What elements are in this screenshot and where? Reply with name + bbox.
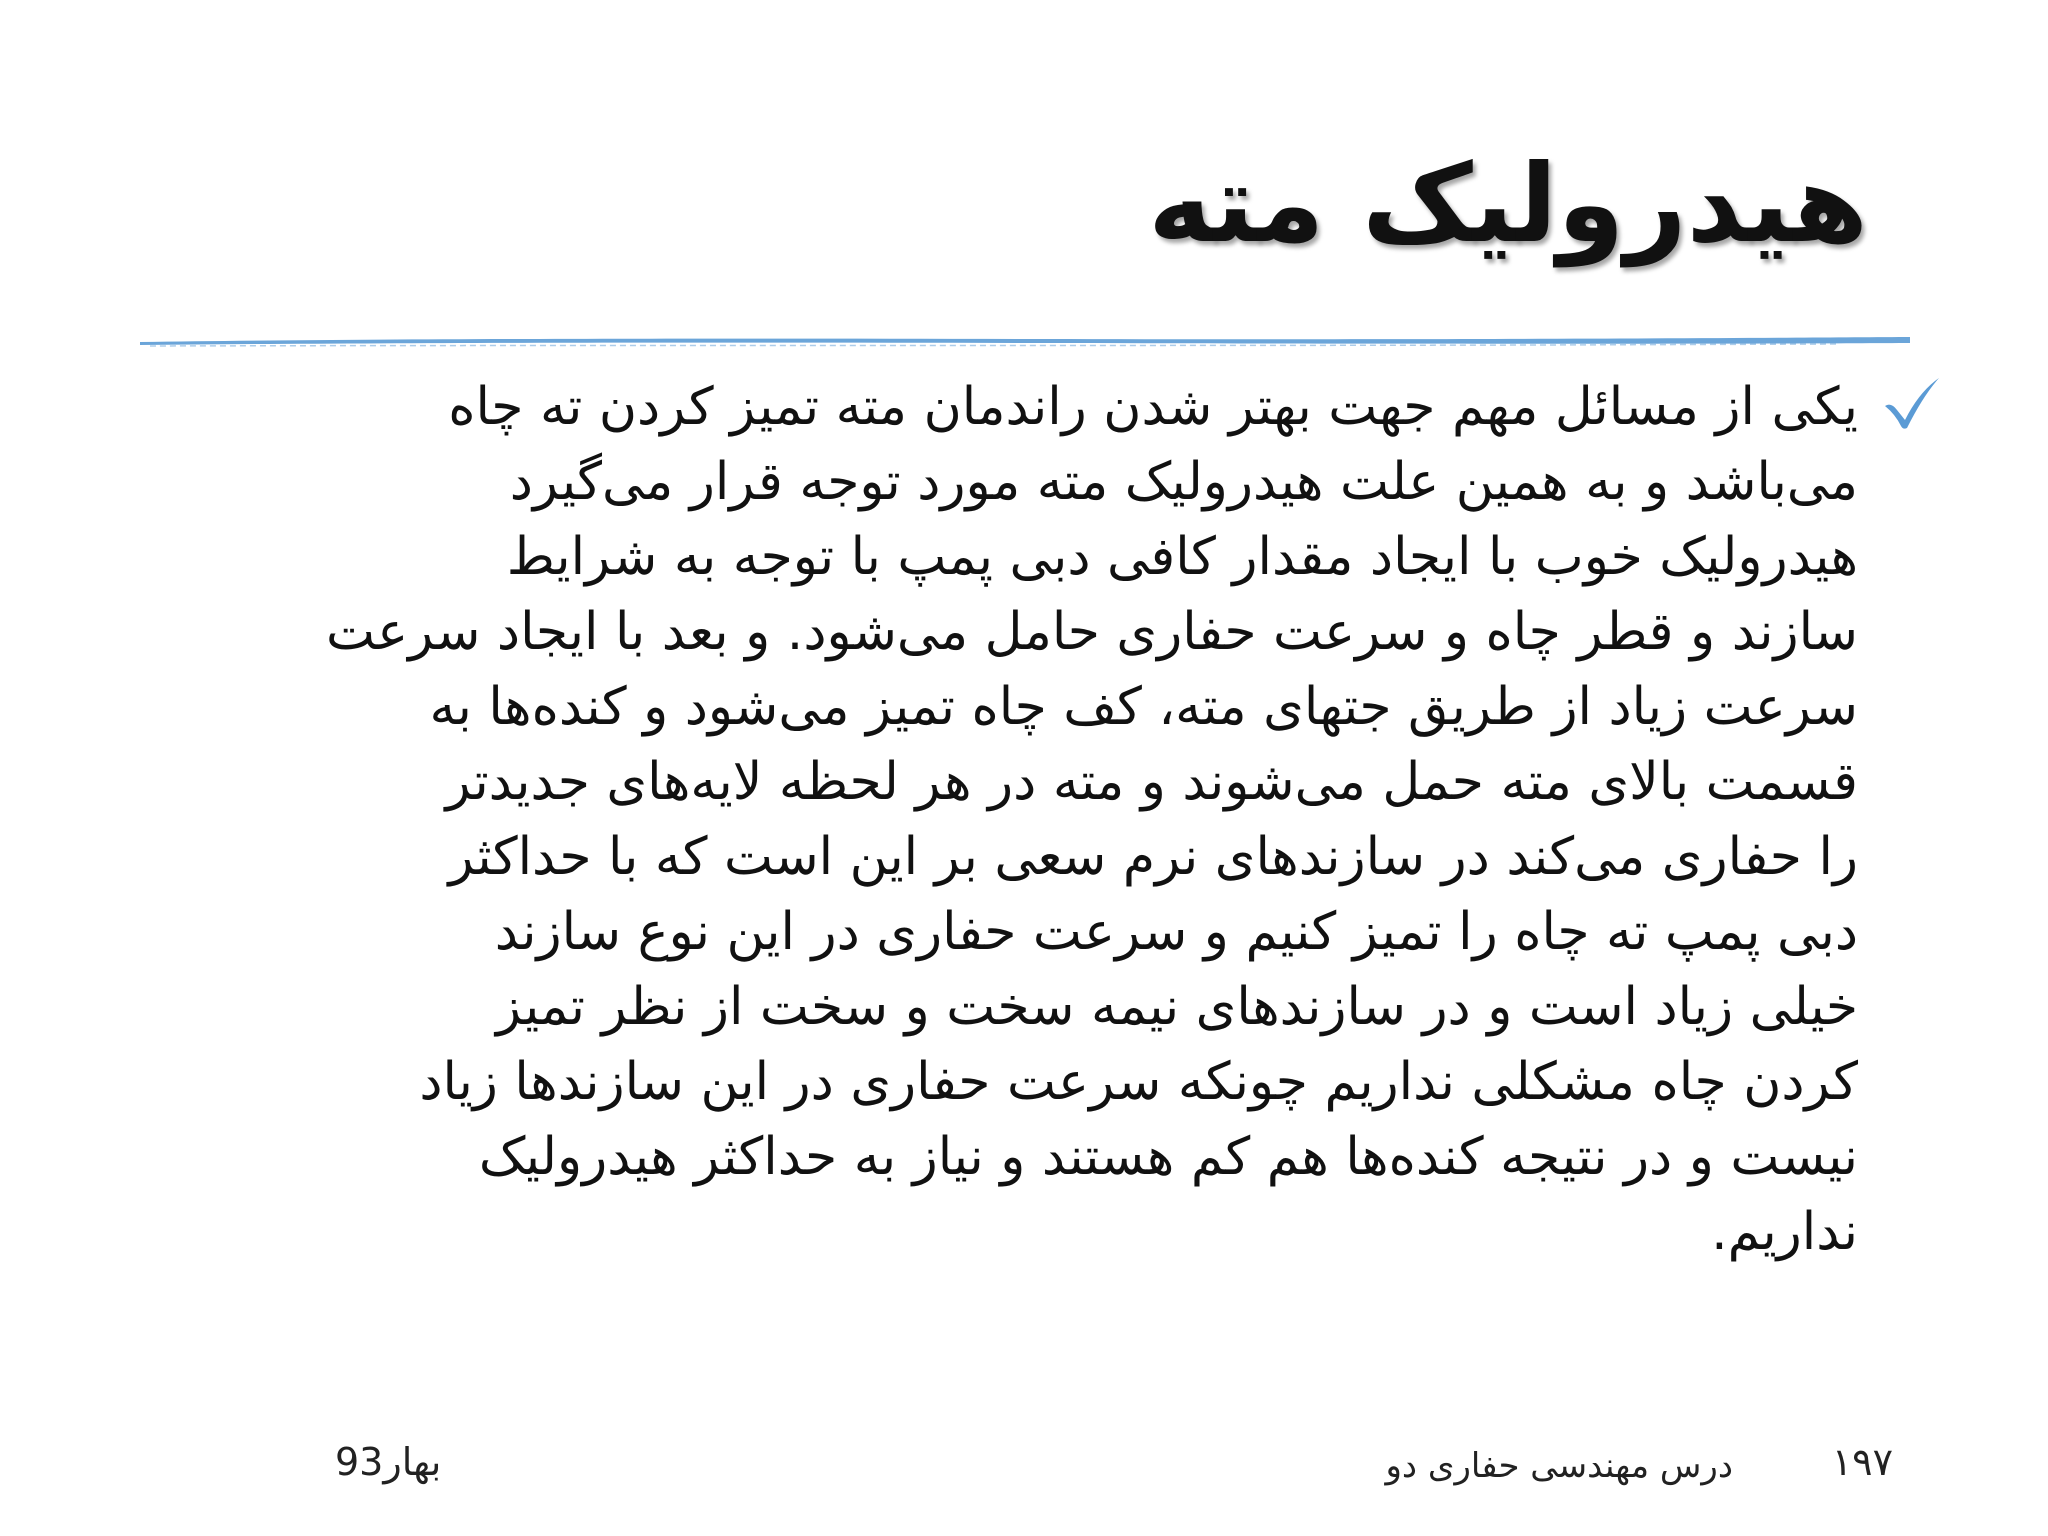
body-line: قسمت بالای مته حمل می‌شوند و مته در هر لحظه لایه‌های جدیدتر (445, 752, 1858, 812)
body-line: می‌باشد و به همین علت هیدرولیک مته مورد توجه قرار می‌گیرد (509, 452, 1858, 512)
body-line: سازند و قطر چاه و سرعت حفاری حامل می‌شود. و بعد با ایجاد سرعت (326, 602, 1858, 662)
body-line: سرعت زیاد از طریق جتهای مته، کف چاه تمیز می‌شود و کنده‌ها به (429, 677, 1858, 737)
slide-title: هیدرولیک مته (1148, 142, 1868, 267)
body-line: نیست و در نتیجه کنده‌ها هم کم هستند و نیاز به حداکثر هیدرولیک (478, 1127, 1858, 1187)
body-paragraph (178, 370, 1858, 1270)
body-line: هیدرولیک خوب با ایجاد مقدار کافی دبی پمپ با توجه به شرایط (506, 527, 1858, 587)
body-line: دبی پمپ ته چاه را تمیز کنیم و سرعت حفاری در این نوع سازند (494, 902, 1858, 962)
body-line: خیلی زیاد است و در سازندهای نیمه سخت و سخت از نظر تمیز (496, 977, 1858, 1037)
checkmark-icon (1879, 372, 1943, 436)
body-line: را حفاری می‌کند در سازندهای نرم سعی بر این است که با حداکثر (448, 827, 1858, 887)
title-divider (140, 330, 1910, 352)
footer-course-title: درس مهندسی حفاری دو (1385, 1446, 1733, 1486)
footer-term: بهار93 (335, 1440, 442, 1484)
footer-page-number: ۱۹۷ (1831, 1440, 1893, 1484)
body-line: یکی از مسائل مهم جهت بهتر شدن راندمان مته تمیز کردن ته چاه (448, 377, 1858, 437)
body-line: نداریم. (1711, 1202, 1858, 1262)
body-line: کردن چاه مشکلی نداریم چونکه سرعت حفاری در این سازندها زیاد (419, 1052, 1858, 1112)
